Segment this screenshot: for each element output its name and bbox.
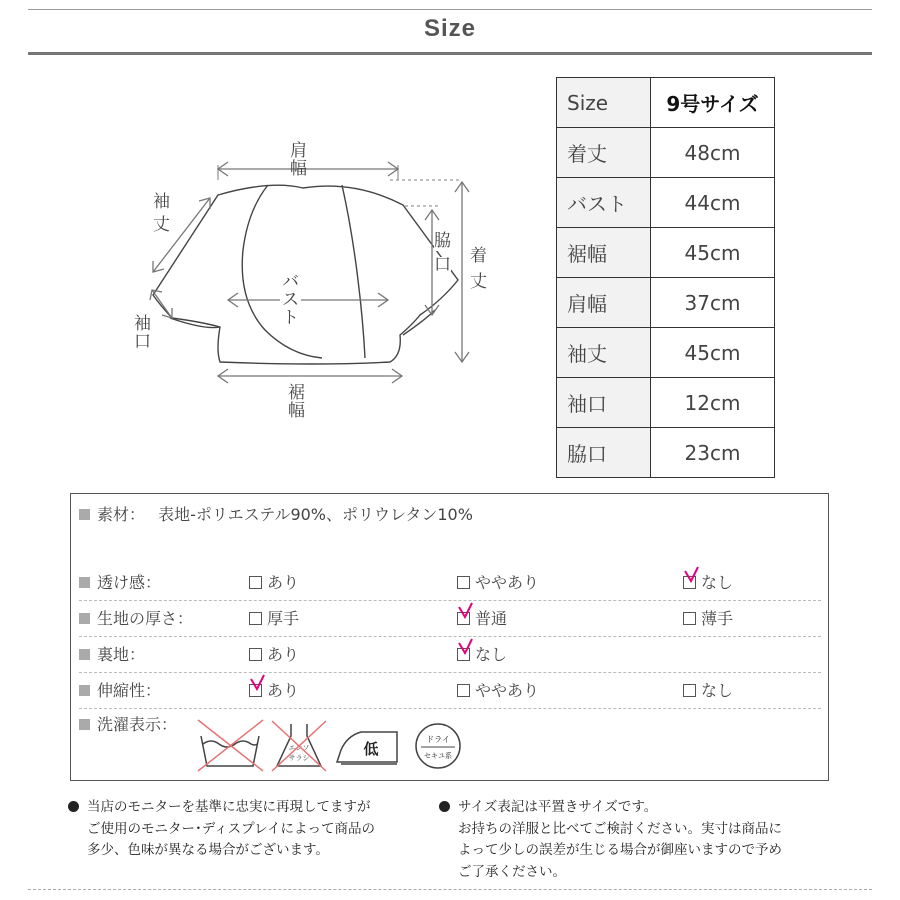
header-bottom-rule xyxy=(28,52,872,55)
row-value: 48cm xyxy=(651,128,775,178)
checkbox xyxy=(457,684,470,697)
dry-text-1: ドライ xyxy=(426,735,450,744)
size-table xyxy=(556,77,775,478)
option-label: なし xyxy=(701,681,734,700)
option-label: 厚手 xyxy=(267,609,300,628)
no-bleach-icon xyxy=(269,718,329,773)
note-right-line: サイズ表記は平置きサイズです。 xyxy=(458,799,658,815)
bleach-text-2: サラシ xyxy=(288,754,310,762)
table-row xyxy=(557,328,775,378)
label-armhole-1: 脇 xyxy=(434,231,451,251)
checkbox xyxy=(683,684,696,697)
stretch-row xyxy=(79,673,821,709)
table-row xyxy=(557,378,775,428)
checkbox-checked xyxy=(249,684,262,697)
option-label: なし xyxy=(475,645,508,664)
care-label: 洗濯表示： xyxy=(97,715,178,734)
checkbox-checked xyxy=(683,576,696,589)
label-sleeve-length-2: 丈 xyxy=(153,215,170,235)
material-row xyxy=(79,500,821,530)
option-label: なし xyxy=(701,573,734,592)
label-length-1: 着 xyxy=(470,246,487,266)
stretch-label: 伸縮性： xyxy=(97,681,162,700)
dry-text-2: セキユ系 xyxy=(424,752,452,760)
material-value: 表地-ポリエステル90%、ポリウレタン10% xyxy=(158,505,473,524)
row-label: 袖丈 xyxy=(557,328,651,378)
option-label: ややあり xyxy=(475,573,540,592)
row-label: 肩幅 xyxy=(557,278,651,328)
care-row xyxy=(79,710,821,770)
note-left-line: 当店のモニターを基準に忠実に再現してますが xyxy=(87,799,371,815)
row-label: バスト xyxy=(557,178,651,228)
size-table-header-value: 9号サイズ xyxy=(651,78,775,128)
note-right-line: お持ちの洋服と比べてご検討ください。実寸は商品に xyxy=(458,820,782,837)
bleach-text-1: エンソ xyxy=(288,744,310,752)
thickness-row xyxy=(79,601,821,637)
iron-text: 低 xyxy=(363,740,379,758)
table-row xyxy=(557,178,775,228)
checkbox-checked xyxy=(457,612,470,625)
table-row xyxy=(557,228,775,278)
note-left xyxy=(68,797,428,862)
note-right-line: ご了承ください。 xyxy=(458,863,566,880)
check-mark-icon xyxy=(250,673,266,693)
option-label: ややあり xyxy=(475,681,540,700)
page-title: Size xyxy=(423,15,477,42)
bolero-outline xyxy=(120,140,500,410)
row-value: 45cm xyxy=(651,228,775,278)
sheerness-label: 透け感： xyxy=(97,573,162,592)
note-left-line: 多少、色味が異なる場合がございます。 xyxy=(87,842,329,858)
lining-label: 裏地： xyxy=(97,645,146,664)
option-label: あり xyxy=(267,681,300,700)
label-sleeve-length-1: 袖 xyxy=(153,192,170,212)
label-length-2: 丈 xyxy=(470,272,487,292)
check-mark-icon xyxy=(684,565,700,585)
bullet-square xyxy=(79,719,90,730)
row-value: 45cm xyxy=(651,328,775,378)
bullet-square xyxy=(79,509,90,520)
thickness-label: 生地の厚さ： xyxy=(97,609,194,628)
lining-row xyxy=(79,637,821,673)
option-label: あり xyxy=(267,573,300,592)
label-hem: 裾幅 xyxy=(288,383,305,421)
header-top-rule xyxy=(28,9,872,10)
label-shoulder: 肩幅 xyxy=(290,141,307,179)
row-label: 着丈 xyxy=(557,128,651,178)
checkbox xyxy=(457,576,470,589)
checkbox xyxy=(683,612,696,625)
check-mark-icon xyxy=(458,637,474,657)
iron-low-icon xyxy=(331,724,406,768)
table-row xyxy=(557,428,775,478)
row-label: 脇口 xyxy=(557,428,651,478)
option-label: あり xyxy=(267,645,300,664)
no-wash-icon xyxy=(193,718,267,773)
bullet-square xyxy=(79,577,90,588)
checkbox-checked xyxy=(457,648,470,661)
label-armhole-2: 口 xyxy=(434,255,451,275)
bullet-square xyxy=(79,613,90,624)
check-mark-icon xyxy=(458,601,474,621)
option-label: 普通 xyxy=(475,609,508,628)
bullet-square xyxy=(79,649,90,660)
table-row xyxy=(557,278,775,328)
dry-clean-icon xyxy=(413,722,465,770)
checkbox xyxy=(249,648,262,661)
row-value: 44cm xyxy=(651,178,775,228)
row-value: 23cm xyxy=(651,428,775,478)
size-table-header-label: Size xyxy=(557,78,651,128)
row-value: 37cm xyxy=(651,278,775,328)
note-right xyxy=(439,797,839,883)
bullet-dot xyxy=(68,801,79,812)
checkbox xyxy=(249,612,262,625)
bullet-dot xyxy=(439,801,450,812)
row-label: 袖口 xyxy=(557,378,651,428)
size-table-header-row xyxy=(557,78,775,128)
option-label: 薄手 xyxy=(701,609,734,628)
checkbox xyxy=(249,576,262,589)
table-row xyxy=(557,128,775,178)
note-left-line: ご使用のモニター･ディスプレイによって商品の xyxy=(87,820,375,837)
material-label: 素材： xyxy=(97,505,146,524)
label-bust: バスト xyxy=(282,272,299,328)
note-right-line: よって少しの誤差が生じる場合が御座いますので予め xyxy=(458,842,782,858)
bottom-dashed-divider xyxy=(28,889,872,890)
bullet-square xyxy=(79,685,90,696)
label-sleeve-opening: 袖口 xyxy=(134,314,151,352)
row-value: 12cm xyxy=(651,378,775,428)
product-info-box xyxy=(70,493,829,781)
row-label: 裾幅 xyxy=(557,228,651,278)
sheerness-row xyxy=(79,565,821,601)
